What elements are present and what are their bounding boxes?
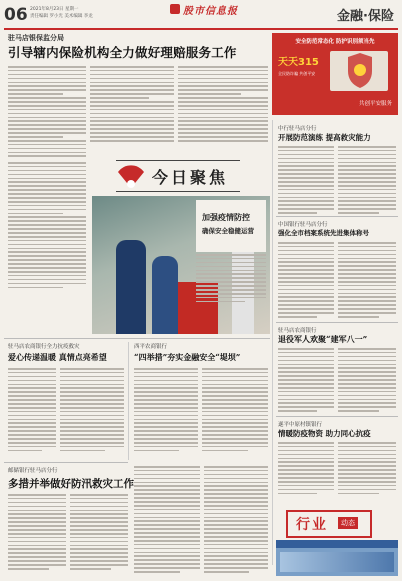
story2-body-a (278, 242, 334, 320)
story2-headline: 强化全市档案系统先进集体称号 (278, 229, 369, 237)
story1-kicker: 中行驻马店分行 (278, 126, 317, 132)
page-number: 06 (4, 5, 28, 25)
badge-sub: 全民防诈骗 共创平安 (278, 71, 316, 76)
section-divider (4, 462, 128, 463)
story-divider (276, 216, 398, 217)
paper-logo-text: 股市信息报 (183, 6, 238, 17)
main-headline: 引导辖内保险机构全力做好理赔服务工作 (8, 45, 237, 60)
photo-caption-box (196, 200, 266, 252)
story3-body-a (278, 348, 334, 414)
paper-logo (170, 2, 240, 20)
story4-headline: 情暖防疫物资 助力同心抗疫 (278, 429, 371, 438)
badge-text: 天天315 (278, 57, 319, 68)
story1-body-b (338, 146, 396, 216)
story2-kicker: 中国银行驻马店分行 (278, 222, 328, 228)
masthead-rule (4, 28, 398, 30)
mid-center-body-a (134, 368, 198, 454)
mid-left-kicker: 驻马店农商银行全力抗疫救灾 (8, 344, 80, 350)
bottom-ad-strip (276, 540, 398, 576)
bottom-headline: 多措并举做好防汛救灾工作 (8, 478, 134, 490)
industry-title: 行业 (296, 517, 328, 533)
masthead (0, 0, 402, 30)
story-divider (276, 416, 398, 417)
story2-body-b (338, 242, 396, 320)
story3-kicker: 驻马店农商银行 (278, 328, 317, 334)
bottom-body-d (204, 466, 268, 575)
story1-headline: 开展防范演练 提高救灾能力 (278, 133, 371, 142)
banner-line: 安全防范常态化 防护识别须当先 (295, 39, 375, 45)
date-line: 2021年8月23日 星期一 (30, 7, 79, 12)
person-figure (116, 240, 146, 334)
mid-center-body-b (202, 368, 268, 454)
banner-badge (278, 49, 322, 93)
shield-illustration-icon (330, 51, 388, 91)
photo-caption-text (196, 254, 266, 305)
logo-mark-icon (170, 4, 180, 14)
mid-left-body-a (8, 368, 56, 454)
main-kicker: 驻马店银保监分局 (8, 33, 64, 42)
story4-body-a (278, 442, 334, 496)
mid-divider (128, 342, 129, 460)
story3-headline: 退役军人欢聚“建军八一” (278, 334, 368, 344)
mid-center-kicker: 西平农商银行 (134, 344, 168, 350)
mid-center-headline: “四举措”夯实金融安全“堤坝” (134, 352, 241, 362)
banner-shield-icon (330, 51, 388, 91)
bottom-kicker: 邮储银行驻马店分行 (8, 468, 58, 474)
banner-ad (272, 33, 398, 115)
main-body-col2 (90, 66, 174, 144)
story-divider (276, 322, 398, 323)
main-body-col1b (8, 162, 86, 290)
editor-line: 责任编辑 罗小光 美术编辑 李龙 (30, 14, 93, 19)
bottom-ad-band (276, 540, 398, 548)
focus-fan-icon (116, 162, 146, 190)
mid-left-body-b (60, 368, 124, 454)
section-title: 金融·保险 (337, 9, 394, 24)
focus-tag-text: 今日聚焦 (152, 168, 229, 187)
section-divider (4, 338, 270, 339)
right-col-divider (272, 120, 273, 565)
person-figure (152, 256, 178, 334)
main-body-col3 (178, 66, 268, 144)
story1-body-a (278, 146, 334, 216)
today-focus-tag (116, 160, 240, 192)
industry-badge: 动态 (338, 517, 358, 529)
industry-box (286, 510, 372, 538)
story4-body-b (338, 442, 396, 496)
photo-caption-line1: 加强疫情防控 (202, 212, 250, 222)
banner-slogan: 共创平安服务 (358, 101, 392, 107)
story4-kicker: 遂平中原村镇银行 (278, 422, 323, 428)
story3-body-b (338, 348, 396, 414)
photo-caption-line2: 确保安全稳健运营 (202, 227, 254, 235)
main-body-col1 (8, 66, 86, 159)
mid-left-headline: 爱心传递温暖 真情点亮希望 (8, 352, 107, 362)
bottom-body-a (8, 494, 66, 572)
bottom-body-c (134, 466, 200, 575)
bottom-ad-photo (280, 552, 394, 572)
bottom-body-b (70, 494, 128, 572)
